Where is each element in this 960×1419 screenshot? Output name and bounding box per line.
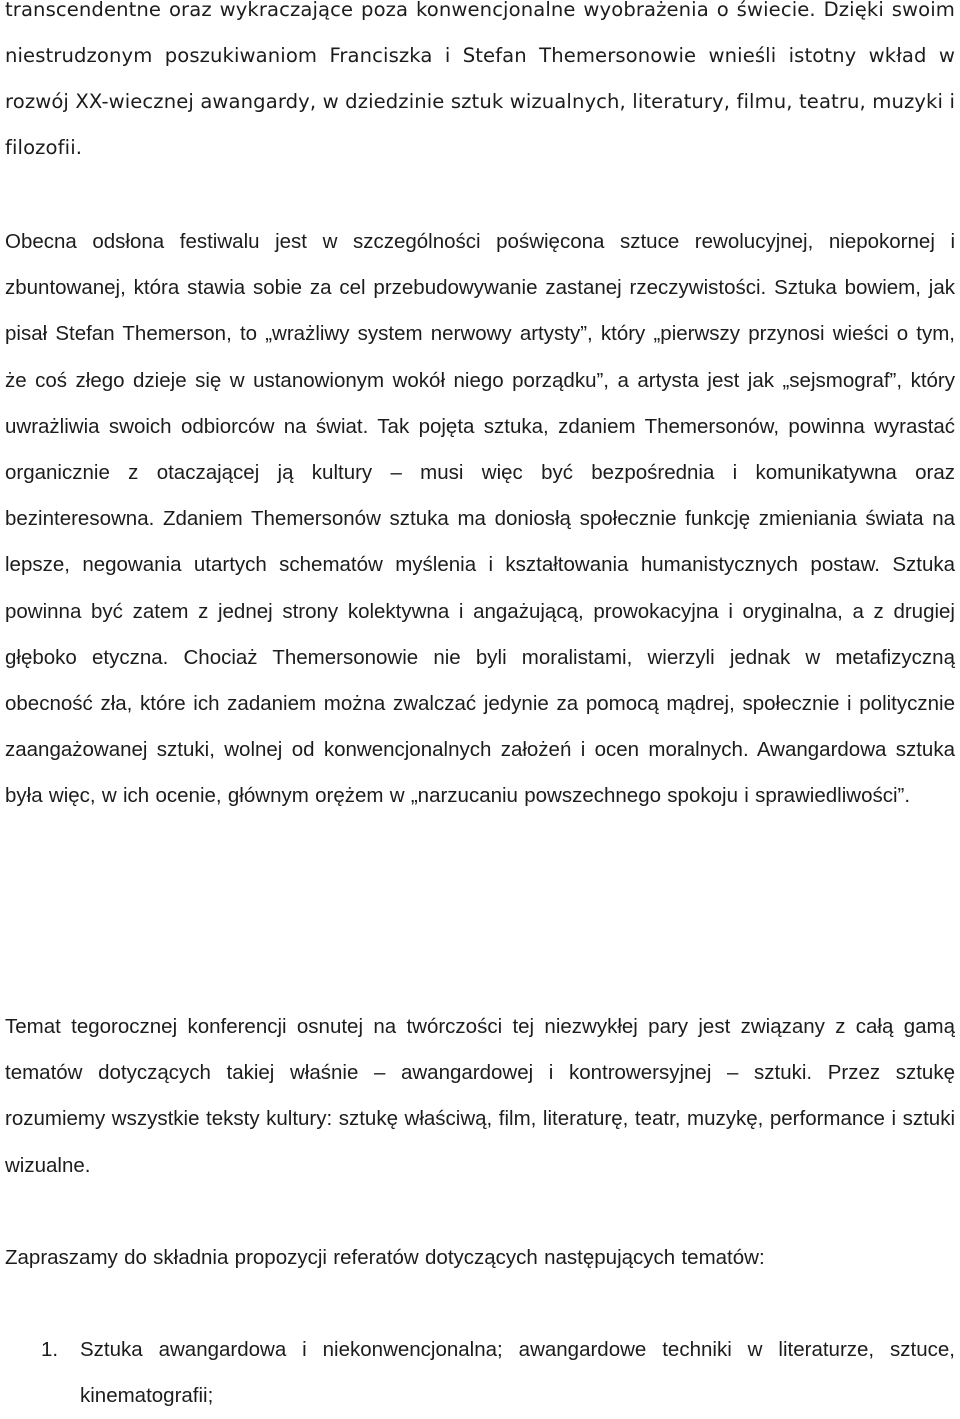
paragraph-conference-topic: Temat tegorocznej konferencji osnutej na twórczości tej niezwykłej pary jest związany z całą gamą tematów dotyczących takiej właśnie – awangardowej i kontrowersyjnej – sztuki. Przez sztukę rozumiemy wszystkie teksty kultury: sztukę właściwą, film, literaturę, teatr, muzykę, performance i sztuki wizualne. (5, 1015, 955, 1177)
list-item (5, 1327, 955, 1419)
topics-list (5, 1327, 955, 1419)
list-item-number: 1. (41, 1338, 59, 1361)
list-item-text: Sztuka awangardowa i niekonwencjonalna; awangardowe techniki w literaturze, sztuce, kinematografii; (80, 1338, 955, 1408)
paragraph-call-for-papers: Zapraszamy do składnia propozycji referatów dotyczących następujących tematów: (5, 1246, 765, 1269)
paragraph-intro-continued: transcendentne oraz wykraczające poza konwencjonalne wyobrażenia o świecie. Dzięki swoim niestrudzonym poszukiwaniom Franciszka i Stefan Themersonowie wnieśli istotny wkład w rozwój XX-wiecznej awangardy, w dziedzinie sztuk wizualnych, literatury, filmu, teatru, muzyki i filozofii. (5, 0, 955, 159)
paragraph-festival-description: Obecna odsłona festiwalu jest w szczególności poświęcona sztuce rewolucyjnej, niepokornej i zbuntowanej, która stawia sobie za cel przebudowywanie zastanej rzeczywistości. Sztuka bowiem, jak pisał Stefan Themerson, to „wrażliwy system nerwowy artysty”, który „pierwszy przynosi wieści o tym, że coś złego dzieje się w ustanowionym wokół niego porządku”, a artysta jest jak „sejsmograf”, który uwrażliwia swoich odbiorców na świat. Tak pojęta sztuka, zdaniem Themersonów, powinna wyrastać organicznie z otaczającej ją kultury – musi więc być bezpośrednia i komunikatywna oraz bezinteresowna. Zdaniem Themersonów sztuka ma doniosłą społecznie funkcję zmieniania świata na lepsze, negowania utartych schematów myślenia i kształtowania humanistycznych postaw. Sztuka powinna być zatem z jednej strony kolektywna i angażującą, prowokacyjna i oryginalna, a z drugiej głęboko etyczna. Chociaż Themersonowie nie byli moralistami, wierzyli jednak w metafizyczną obecność zła, które ich zadaniem można zwalczać jedynie za pomocą mądrej, społecznie i politycznie zaangażowanej sztuki, wolnej od konwencjonalnych założeń i ocen moralnych. Awangardowa sztuka była więc, w ich ocenie, głównym orężem w „narzucaniu powszechnego spokoju i sprawiedliwości”. (5, 230, 955, 808)
